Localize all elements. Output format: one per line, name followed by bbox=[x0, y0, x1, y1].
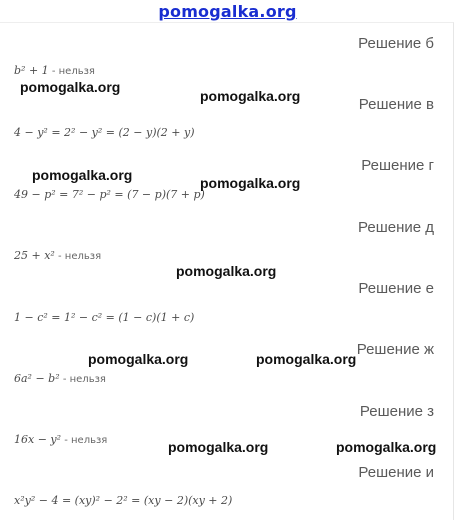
solution-heading-b: Решение б bbox=[358, 35, 434, 52]
formula-text: 16x − y² bbox=[14, 433, 62, 446]
watermark-text: pomogalka.org bbox=[200, 88, 301, 104]
formula-text: b² + 1 bbox=[14, 64, 49, 77]
watermark-text: pomogalka.org bbox=[20, 79, 121, 95]
formula-note: - нельзя bbox=[48, 66, 95, 77]
solution-formula-e bbox=[14, 311, 194, 324]
watermark-text: pomogalka.org bbox=[200, 175, 301, 191]
watermark-text: pomogalka.org bbox=[176, 263, 277, 279]
formula-text: x²y² − 4 = (xy)² − 2² = (xy − 2)(xy + 2) bbox=[14, 494, 233, 507]
solution-formula-d bbox=[14, 249, 101, 262]
formula-note: - нельзя bbox=[61, 435, 108, 446]
formula-note: - нельзя bbox=[59, 374, 106, 385]
solution-heading-zh: Решение ж bbox=[356, 341, 434, 358]
solution-formula-zh bbox=[14, 372, 106, 385]
watermark-text: pomogalka.org bbox=[32, 167, 133, 183]
solution-heading-v: Решение в bbox=[358, 96, 434, 113]
formula-text: 1 − c² = 1² − c² = (1 − c)(1 + c) bbox=[14, 311, 195, 324]
solution-formula-z bbox=[14, 433, 107, 446]
watermark-text: pomogalka.org bbox=[88, 351, 189, 367]
solution-heading-d: Решение д bbox=[358, 219, 434, 236]
formula-text: 6a² − b² bbox=[14, 372, 60, 385]
watermark-text: pomogalka.org bbox=[256, 351, 357, 367]
solution-formula-i bbox=[14, 494, 232, 507]
solution-formula-v bbox=[14, 126, 195, 139]
formula-text: 49 − p² = 7² − p² = (7 − p)(7 + p) bbox=[14, 188, 205, 201]
solution-formula-g bbox=[14, 188, 205, 201]
solution-heading-i: Решение и bbox=[358, 464, 434, 481]
formula-note: - нельзя bbox=[54, 251, 102, 262]
formula-text: 4 − y² = 2² − y² = (2 − y)(2 + y) bbox=[14, 126, 195, 139]
solution-formula-b bbox=[14, 64, 95, 77]
site-title-link[interactable]: pomogalka.org bbox=[158, 2, 297, 21]
solution-heading-z: Решение з bbox=[359, 403, 434, 420]
solution-heading-e: Решение е bbox=[358, 280, 434, 297]
formula-text: 25 + x² bbox=[14, 249, 55, 262]
watermark-text: pomogalka.org bbox=[336, 439, 437, 455]
solution-heading-g: Решение г bbox=[361, 157, 434, 174]
watermark-text: pomogalka.org bbox=[168, 439, 269, 455]
